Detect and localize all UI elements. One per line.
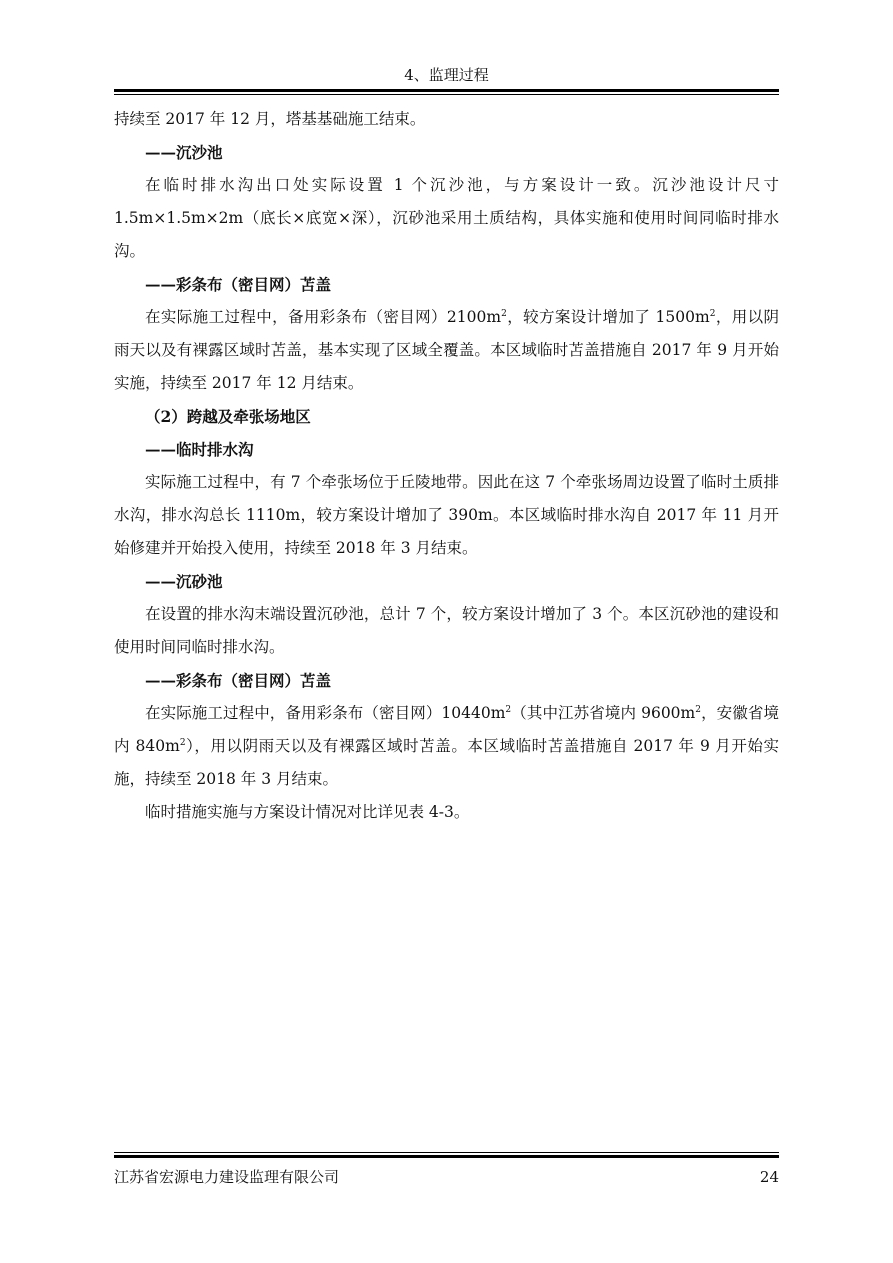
paragraph: 在实际施工过程中，备用彩条布（密目网）$10440m^2$（其中江苏省境内 $9600m^2$，安徽省境内 $840m^2$），用以阴雨天以及有裸露区域时苫盖。本区域临时苫盖措施自 2017 年 9 月开始实施，持续至 2018 年 3 月结束。 [114,704,779,788]
section-heading: （2）跨越及牵张场地区 [145,407,311,426]
subheading-sediment-pond: ——沉砂池 [145,572,223,591]
subheading-drainage-ditch: ——临时排水沟 [145,440,254,459]
paragraph: 在临时排水沟出口处实际设置 1 个沉沙池，与方案设计一致。沉沙池设计尺寸 1.5m×1.5m×2m（底长×底宽×深），沉砂池采用土质结构，具体实施和使用时间同临时排水沟。 [114,176,779,260]
footer-company-name: 江苏省宏源电力建设监理有限公司 [114,1168,340,1186]
header-rule-thick [114,89,779,92]
paragraph: 临时措施实施与方案设计情况对比详见表 4-3。 [145,803,470,821]
document-body [114,103,779,829]
header-rule-thin [114,94,779,95]
subheading-tarp-cover: ——彩条布（密目网）苫盖 [145,275,332,294]
header-title: 4、监理过程 [404,66,489,84]
paragraph: 在设置的排水沟末端设置沉砂池，总计 7 个，较方案设计增加了 3 个。本区沉砂池的建设和使用时间同临时排水沟。 [114,605,779,656]
paragraph: 在实际施工过程中，备用彩条布（密目网）$2100m^2$，较方案设计增加了 $1500m^2$，用以阴雨天以及有裸露区域时苫盖，基本实现了区域全覆盖。本区域临时苫盖措施自 2017 年 9 月开始实施，持续至 2017 年 12 月结束。 [114,308,779,392]
footer-rule-thin [114,1152,779,1153]
footer-rule-thick [114,1155,779,1158]
page-number: 24 [759,1168,779,1186]
subheading-tarp-cover: ——彩条布（密目网）苫盖 [145,671,332,690]
paragraph: 持续至 2017 年 12 月，塔基基础施工结束。 [114,110,426,128]
paragraph: 实际施工过程中，有 7 个牵张场位于丘陵地带。因此在这 7 个牵张场周边设置了临时土质排水沟，排水沟总长 1110m，较方案设计增加了 390m。本区域临时排水沟自 2017 年 11 月开始修建并开始投入使用，持续至 2018 年 3 月结束。 [114,473,779,557]
subheading-sediment-pond: ——沉沙池 [145,143,223,162]
